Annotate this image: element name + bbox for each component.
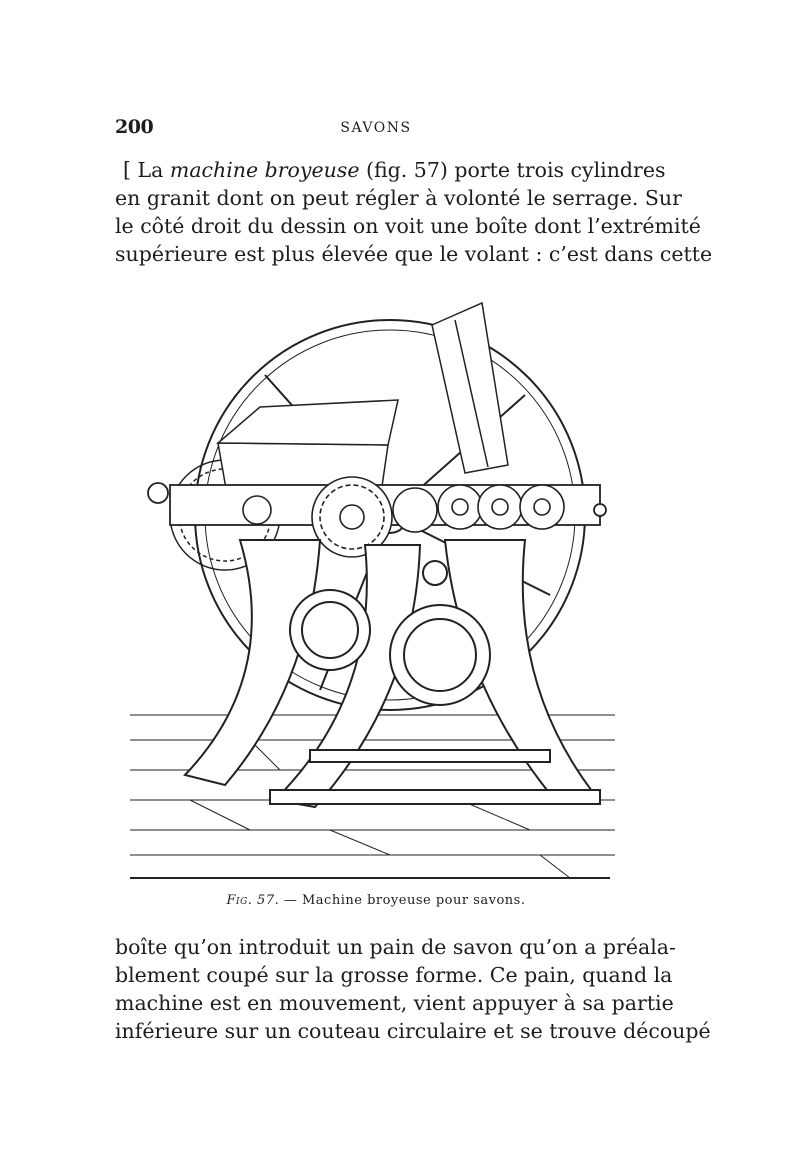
text-line: [ La machine broyeuse (fig. 57) porte trois cylindres — [123, 158, 666, 182]
figure-caption — [115, 893, 637, 908]
figure-machine-engraving — [130, 295, 615, 880]
cast-iron-stand — [185, 540, 600, 807]
paragraph-bottom — [115, 933, 711, 1045]
running-head: SAVONS — [340, 120, 412, 136]
soap-grinding-machine-illustration — [130, 295, 615, 880]
text-line: le côté droit du dessin on voit une boîte dont l’extrémité — [115, 214, 701, 238]
text-line: inférieure sur un couteau circulaire et se trouve découpé — [115, 1019, 711, 1043]
text-line: blement coupé sur la grosse forme. Ce pain, quand la — [115, 963, 673, 987]
figure-label: Fig. 57. — [226, 893, 280, 908]
emphasis: machine broyeuse — [169, 158, 360, 182]
chute — [432, 303, 508, 473]
paragraph-top — [115, 156, 713, 268]
text-line: en granit dont on peut régler à volonté le serrage. Sur — [115, 186, 682, 210]
page-number: 200 — [115, 116, 154, 138]
caption-text: — Machine broyeuse pour savons. — [279, 893, 526, 908]
text-line: machine est en mouvement, vient appuyer à sa partie — [115, 991, 674, 1015]
text-line: supérieure est plus élevée que le volant : c’est dans cette — [115, 242, 713, 266]
page-header — [115, 116, 637, 142]
text-line: boîte qu’on introduit un pain de savon qu’on a préala- — [115, 935, 676, 959]
